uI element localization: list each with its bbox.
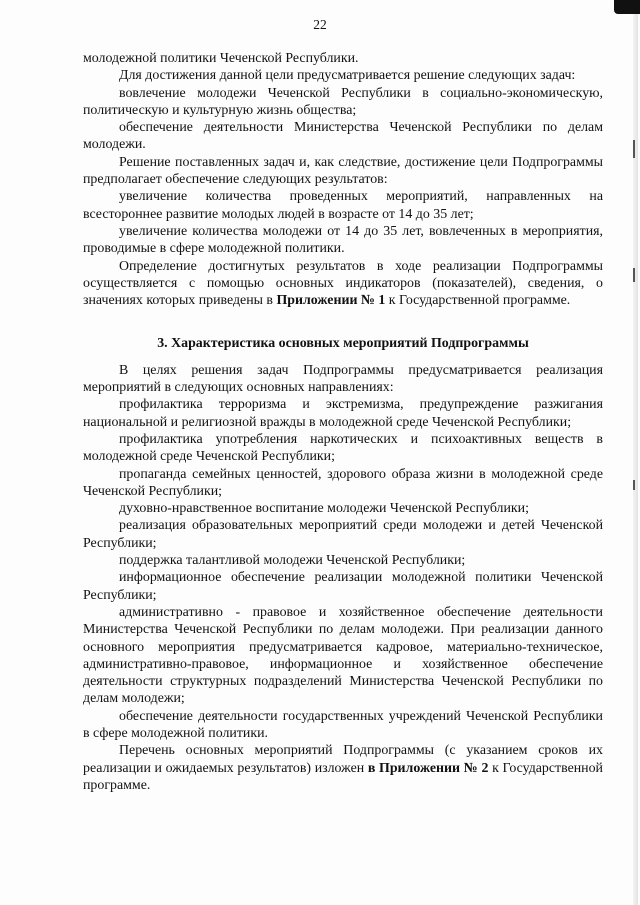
scan-corner-mark bbox=[614, 0, 640, 14]
paragraph: Для достижения данной цели предусматривается решение следующих задач: bbox=[119, 68, 576, 84]
paragraph-text: Определение достигнутых результатов в ходе реализации Подпрограммы осуществляется с помощью основных индикаторов (показателей), сведения, о значениях которых приведены в bbox=[83, 258, 603, 309]
list-item: поддержка талантливой молодежи Чеченской Республики; bbox=[119, 553, 466, 569]
list-item: вовлечение молодежи Чеченской Республики в социально-экономическую, политическую и культурную жизнь общества; bbox=[83, 85, 603, 118]
scan-edge-mark bbox=[633, 480, 635, 490]
section-heading: 3. Характеристика основных мероприятий Подпрограммы bbox=[157, 336, 529, 352]
list-item: обеспечение деятельности государственных учреждений Чеченской Республики в сфере молодежной политики. bbox=[83, 708, 603, 741]
paragraph: молодежной политики Чеченской Республики. bbox=[83, 51, 359, 66]
list-item: информационное обеспечение реализации молодежной политики Чеченской Республики; bbox=[83, 570, 603, 603]
list-item: увеличение количества проведенных мероприятий, направленных на всестороннее развитие молодых людей в возрасте от 14 до 35 лет; bbox=[83, 189, 603, 222]
scan-edge-mark bbox=[633, 140, 635, 158]
list-item: профилактика употребления наркотических и психоактивных веществ в молодежной среде Чеченской Республики; bbox=[83, 431, 603, 465]
paragraph-text: к Государственной программе. bbox=[385, 293, 571, 309]
list-item: увеличение количества молодежи от 14 до 35 лет, вовлеченных в мероприятия, проводимые в сфере молодежной политики. bbox=[83, 223, 603, 257]
list-item: административно - правовое и хозяйственное обеспечение деятельности Министерства Чеченской Республики по делам молодежи. При реализации данного основного мероприятия предусматривается кадровое, материально-техническое, административно-правовое, информационное и хозяйственное обеспечение деятельности структурных подразделений Министерства Чеченской Республики по делам молодежи; bbox=[83, 604, 603, 707]
appendix-reference: в Приложении № 2 bbox=[367, 760, 489, 776]
list-item: пропаганда семейных ценностей, здорового образа жизни в молодежной среде Чеченской Республики; bbox=[83, 466, 603, 499]
paragraph: Решение поставленных задач и, как следствие, достижение цели Подпрограммы предполагает обеспечение следующих результатов: bbox=[83, 154, 603, 188]
appendix-reference: Приложении № 1 bbox=[276, 293, 386, 309]
appendix-reference-paragraph bbox=[83, 742, 603, 794]
paragraph: В целях решения задач Подпрограммы предусматривается реализация мероприятий в следующих основных направлениях: bbox=[83, 362, 603, 396]
appendix-reference-paragraph bbox=[83, 258, 603, 310]
paragraph-text: Перечень основных мероприятий Подпрограммы (с указанием сроков их реализации и ожидаемых результатов) изложен bbox=[83, 743, 603, 776]
document-body bbox=[83, 50, 603, 794]
scan-edge-mark bbox=[633, 268, 635, 282]
list-item: духовно-нравственное воспитание молодежи Чеченской Республики; bbox=[119, 501, 529, 517]
page-number: 22 bbox=[313, 17, 327, 32]
list-item: реализация образовательных мероприятий среди молодежи и детей Чеченской Республики; bbox=[83, 518, 603, 551]
paragraph-text: к Государственной программе. bbox=[83, 760, 603, 793]
list-item: обеспечение деятельности Министерства Чеченской Республики по делам молодежи. bbox=[83, 120, 603, 153]
list-item: профилактика терроризма и экстремизма, предупреждение разжигания национальной и религиозной вражды в молодежной среде Чеченской Республики; bbox=[83, 397, 603, 430]
